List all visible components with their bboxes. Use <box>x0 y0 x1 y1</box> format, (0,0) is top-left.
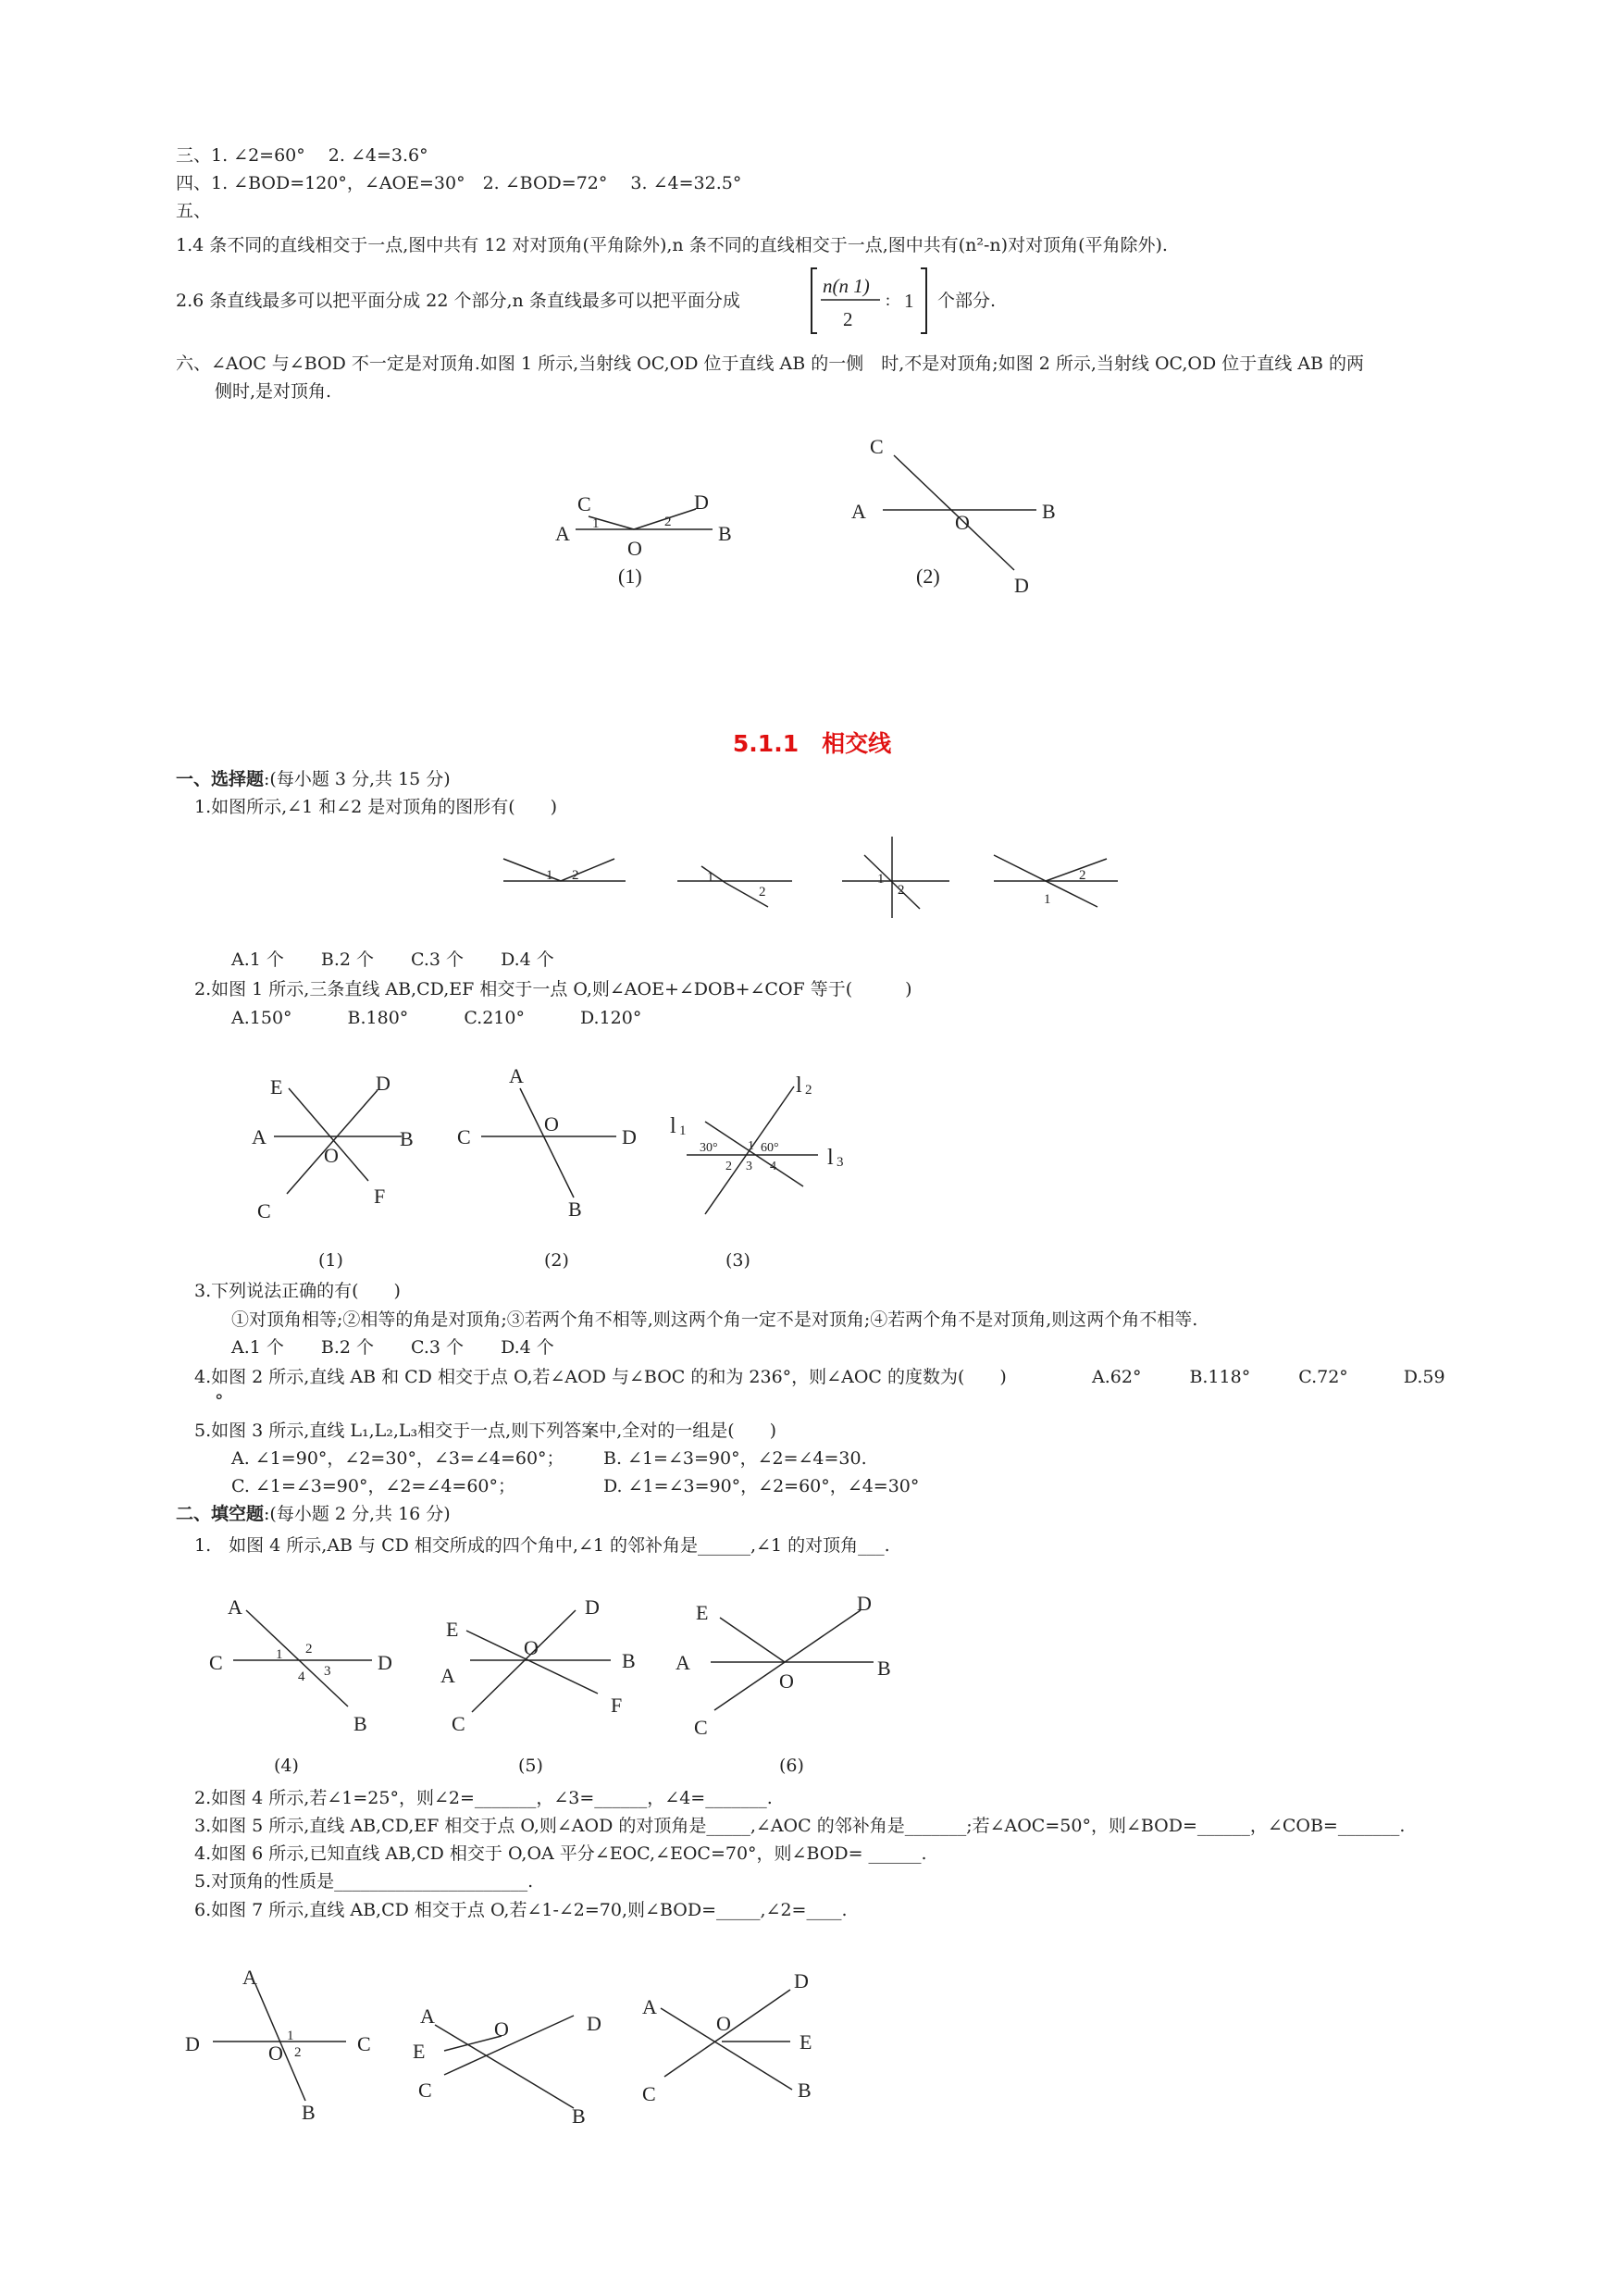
option-b: B.180° <box>347 1008 409 1028</box>
q2-4-stem: 4.如图 6 所示,已知直线 AB,CD 相交于 O,OA 平分∠EOC,∠EOC=70°，则∠BOD= ______. <box>194 1843 927 1864</box>
point-label-f: F <box>611 1694 623 1717</box>
point-label-a: A <box>676 1651 690 1674</box>
figure-caption-1: (1) <box>318 1250 343 1271</box>
angle-label-1: 1 <box>707 870 714 885</box>
option-b: B.2 个 <box>320 949 375 970</box>
point-label-o: O <box>716 2012 731 2035</box>
q1-4-stem: 4.如图 2 所示,直线 AB 和 CD 相交于点 O,若∠AOD 与∠BOC 的和为 236°，则∠AOC 的度数为( ) <box>194 1367 1007 1387</box>
section-2-note: :(每小题 2 分,共 16 分) <box>264 1504 451 1524</box>
answer-line-5-head: 五、 <box>176 201 212 221</box>
point-label-a: A <box>851 500 866 523</box>
point-label-b: B <box>302 2101 316 2124</box>
point-label-d: D <box>378 1651 392 1674</box>
point-label-c: C <box>642 2082 656 2105</box>
angle-60-label: 60° <box>761 1141 779 1155</box>
option-d: D.59 <box>1403 1367 1445 1387</box>
q1-figure-2 <box>453 1061 648 1221</box>
angle-label-3: 3 <box>324 1664 331 1679</box>
point-label-b: B <box>622 1649 636 1672</box>
option-c: C.3 个 <box>411 949 465 970</box>
q1-1-figure-c <box>838 835 968 918</box>
point-label-b: B <box>568 1198 582 1221</box>
point-label-c: C <box>209 1651 223 1674</box>
point-label-c: C <box>694 1716 708 1739</box>
q1-1-figure-a <box>500 850 629 914</box>
option-c: C.72° <box>1298 1367 1348 1387</box>
fraction-numerator: n(n 1) <box>823 275 870 297</box>
option-c: C.210° <box>464 1008 525 1028</box>
point-label-a: A <box>509 1064 524 1087</box>
point-label-d: D <box>376 1072 391 1095</box>
q1-2-stem: 2.如图 1 所示,三条直线 AB,CD,EF 相交于一点 O,则∠AOE+∠DOB+∠COF 等于( ) <box>194 979 912 999</box>
fraction-denominator: 2 <box>843 308 853 330</box>
point-label-o: O <box>268 2042 283 2065</box>
point-label-b: B <box>1042 500 1056 523</box>
line-subscript-2: 2 <box>805 1083 812 1098</box>
point-label-d: D <box>622 1125 637 1148</box>
option-d: D.4 个 <box>501 949 554 970</box>
point-label-b: B <box>353 1712 367 1735</box>
angle-label-2: 2 <box>725 1160 732 1173</box>
point-label-o: O <box>955 511 970 534</box>
point-label-d: D <box>585 1595 600 1619</box>
q2-5-stem: 5.对顶角的性质是______________________. <box>194 1871 534 1892</box>
point-label-b: B <box>877 1657 891 1680</box>
option-b: B.2 个 <box>320 1337 375 1358</box>
point-label-d: D <box>185 2032 200 2055</box>
point-label-e: E <box>446 1618 459 1641</box>
angle-label-1: 1 <box>276 1647 283 1662</box>
angle-label-4: 4 <box>770 1160 776 1173</box>
angle-label-3: 3 <box>746 1160 752 1173</box>
point-label-a: A <box>420 2004 435 2028</box>
point-label-c: C <box>870 435 884 458</box>
option-a: A.1 个 <box>231 1337 284 1358</box>
point-label-c: C <box>418 2079 432 2102</box>
q1-1-stem: 1.如图所示,∠1 和∠2 是对顶角的图形有( ) <box>194 797 558 817</box>
point-label-o: O <box>324 1144 339 1167</box>
point-label-b: B <box>400 1127 414 1150</box>
q2-figure-6 <box>676 1588 898 1745</box>
q2-1-stem: 1. 如图 4 所示,AB 与 CD 相交所成的四个角中,∠1 的邻补角是______,∠1 的对顶角___. <box>194 1535 890 1556</box>
q2-3-stem: 3.如图 5 所示,直线 AB,CD,EF 相交于点 O,则∠AOD 的对顶角是_____,∠AOC 的邻补角是_______;若∠AOC=50°，则∠BOD=______，∠COB=_______. <box>194 1816 1406 1836</box>
point-label-b: B <box>572 2104 586 2128</box>
figure-caption-4: (4) <box>274 1756 299 1776</box>
point-label-e: E <box>413 2040 426 2063</box>
figure-caption-6: (6) <box>779 1756 804 1776</box>
angle-label-4: 4 <box>298 1669 305 1684</box>
q2-figure-5 <box>429 1564 642 1740</box>
point-label-c: C <box>257 1199 271 1222</box>
q1-3-body: ①对顶角相等;②相等的角是对顶角;③若两个角不相等,则这两个角一定不是对顶角;④若两个角不是对顶角,则这两个角不相等. <box>231 1309 1198 1330</box>
option-a: A.150° <box>231 1008 292 1028</box>
section-1-heading <box>176 768 451 790</box>
angle-label-1: 1 <box>546 868 553 883</box>
q1-3-stem: 3.下列说法正确的有( ) <box>194 1281 401 1301</box>
figure-caption-2: (2) <box>544 1250 569 1271</box>
answer-5-2-pre: 2.6 条直线最多可以把平面分成 22 个部分,n 条直线最多可以把平面分成 <box>176 291 740 311</box>
q1-5-option-b: B. ∠1=∠3=90°，∠2=∠4=30. <box>603 1448 867 1469</box>
point-label-b: B <box>718 522 732 545</box>
point-label-a: A <box>242 1966 257 1989</box>
angle-label-1: 1 <box>592 516 600 531</box>
angle-label-2: 2 <box>305 1642 313 1657</box>
q1-5-option-c: C. ∠1=∠3=90°，∠2=∠4=60°； <box>231 1476 516 1496</box>
point-label-f: F <box>374 1185 386 1208</box>
point-label-d: D <box>857 1592 872 1615</box>
q2-6-stem: 6.如图 7 所示,直线 AB,CD 相交于点 O,若∠1-∠2=70,则∠BOD=_____,∠2=____. <box>194 1900 848 1920</box>
point-label-o: O <box>779 1669 794 1693</box>
angle-label-1: 1 <box>287 2029 294 2043</box>
angle-label-1: 1 <box>877 872 885 887</box>
answer-line-3: 三、1. ∠2=60° 2. ∠4=3.6° <box>176 145 428 166</box>
q2-figure-9 <box>633 1962 846 2119</box>
q1-4-tail: ° <box>215 1391 224 1411</box>
q1-1-options <box>231 949 591 971</box>
point-label-a: A <box>440 1664 455 1687</box>
point-label-c: C <box>452 1712 465 1735</box>
point-label-e: E <box>270 1075 283 1098</box>
section-1-note: :(每小题 3 分,共 15 分) <box>264 769 451 789</box>
point-label-c: C <box>577 492 591 515</box>
point-label-o: O <box>524 1636 539 1659</box>
angle-label-2: 2 <box>759 885 766 900</box>
answer-figure-2 <box>851 431 1064 598</box>
figure-caption-2: (2) <box>916 565 940 588</box>
point-label-e: E <box>800 2030 812 2054</box>
point-label-c: C <box>457 1125 471 1148</box>
q1-5-option-d: D. ∠1=∠3=90°，∠2=60°，∠4=30° <box>603 1476 920 1496</box>
q1-figure-3 <box>670 1066 874 1228</box>
answer-6-line-b: 侧时,是对顶角. <box>215 381 332 402</box>
point-label-b: B <box>798 2079 812 2102</box>
point-label-d: D <box>1014 574 1029 597</box>
angle-label-2: 2 <box>294 2045 302 2060</box>
line-label-l3: l <box>827 1146 834 1170</box>
angle-label-2: 2 <box>664 515 672 529</box>
q2-figure-7 <box>185 1962 379 2124</box>
answer-5-1: 1.4 条不同的直线相交于一点,图中共有 12 对对顶角(平角除外),n 条不同的直线相交于一点,图中共有(n²-n)对对顶角(平角除外). <box>176 235 1168 255</box>
option-c: C.3 个 <box>411 1337 465 1358</box>
section-2-heading <box>176 1503 451 1525</box>
fraction-bracket <box>808 265 937 339</box>
figure-caption-3: (3) <box>725 1250 750 1271</box>
section-title: 5.1.1 相交线 <box>732 730 892 757</box>
option-d: D.4 个 <box>501 1337 554 1358</box>
option-b: B.118° <box>1189 1367 1251 1387</box>
fraction-tail: 1 <box>904 290 914 312</box>
option-a: A.62° <box>1092 1367 1142 1387</box>
answer-line-4: 四、1. ∠BOD=120°，∠AOE=30° 2. ∠BOD=72° 3. ∠4=32.5° <box>176 173 742 193</box>
point-label-d: D <box>587 2012 601 2035</box>
figure-caption-1: (1) <box>618 565 642 588</box>
q2-2-stem: 2.如图 4 所示,若∠1=25°，则∠2=_______，∠3=______，∠4=_______. <box>194 1788 773 1808</box>
point-label-e: E <box>696 1601 709 1624</box>
option-d: D.120° <box>579 1008 642 1028</box>
angle-label-1: 1 <box>1044 892 1051 907</box>
point-label-a: A <box>642 1995 657 2018</box>
q2-figure-4 <box>209 1586 403 1734</box>
q1-5-option-a: A. ∠1=90°，∠2=30°，∠3=∠4=60°； <box>231 1448 564 1469</box>
answer-5-2-post: 个部分. <box>937 291 997 311</box>
line-subscript-3: 3 <box>837 1155 844 1170</box>
line-label-l2: l <box>796 1074 802 1098</box>
point-label-a: A <box>555 522 570 545</box>
q1-5-stem: 5.如图 3 所示,直线 L₁,L₂,L₃相交于一点,则下列答案中,全对的一组是( ) <box>194 1421 777 1441</box>
q1-figure-1 <box>248 1066 433 1223</box>
angle-label-2: 2 <box>1079 868 1086 883</box>
answer-figure-1 <box>555 481 740 602</box>
angle-label-2: 2 <box>898 883 905 898</box>
q1-2-options <box>231 1007 678 1029</box>
q1-4-options <box>1092 1366 1445 1388</box>
point-label-c: C <box>357 2032 371 2055</box>
point-label-a: A <box>252 1125 267 1148</box>
answer-6-line-a: 六、∠AOC 与∠BOD 不一定是对顶角.如图 1 所示,当射线 OC,OD 位于直线 AB 的一侧 时,不是对顶角;如图 2 所示,当射线 OC,OD 位于直线 AB 的两 <box>176 354 1365 374</box>
point-label-a: A <box>228 1595 242 1619</box>
answer-5-2 <box>176 290 740 312</box>
angle-30-label: 30° <box>700 1141 718 1155</box>
angle-label-2: 2 <box>572 868 579 883</box>
section-1-title: 一、选择题 <box>176 769 265 789</box>
point-label-o: O <box>627 537 642 560</box>
point-label-d: D <box>694 490 709 514</box>
q1-1-figure-b <box>676 850 805 914</box>
point-label-o: O <box>544 1112 559 1136</box>
section-2-title: 二、填空题 <box>176 1504 265 1524</box>
point-label-d: D <box>794 1969 809 1992</box>
q1-3-options <box>231 1336 591 1359</box>
q1-1-figure-d <box>988 846 1127 920</box>
angle-label-1: 1 <box>748 1139 754 1153</box>
figure-caption-5: (5) <box>518 1756 543 1776</box>
line-subscript-1: 1 <box>679 1123 687 1138</box>
fraction-dot: : <box>886 291 891 309</box>
line-label-l1: l <box>670 1114 676 1138</box>
option-a: A.1 个 <box>231 949 284 970</box>
point-label-o: O <box>494 2017 509 2041</box>
q2-figure-8 <box>407 1979 620 2127</box>
